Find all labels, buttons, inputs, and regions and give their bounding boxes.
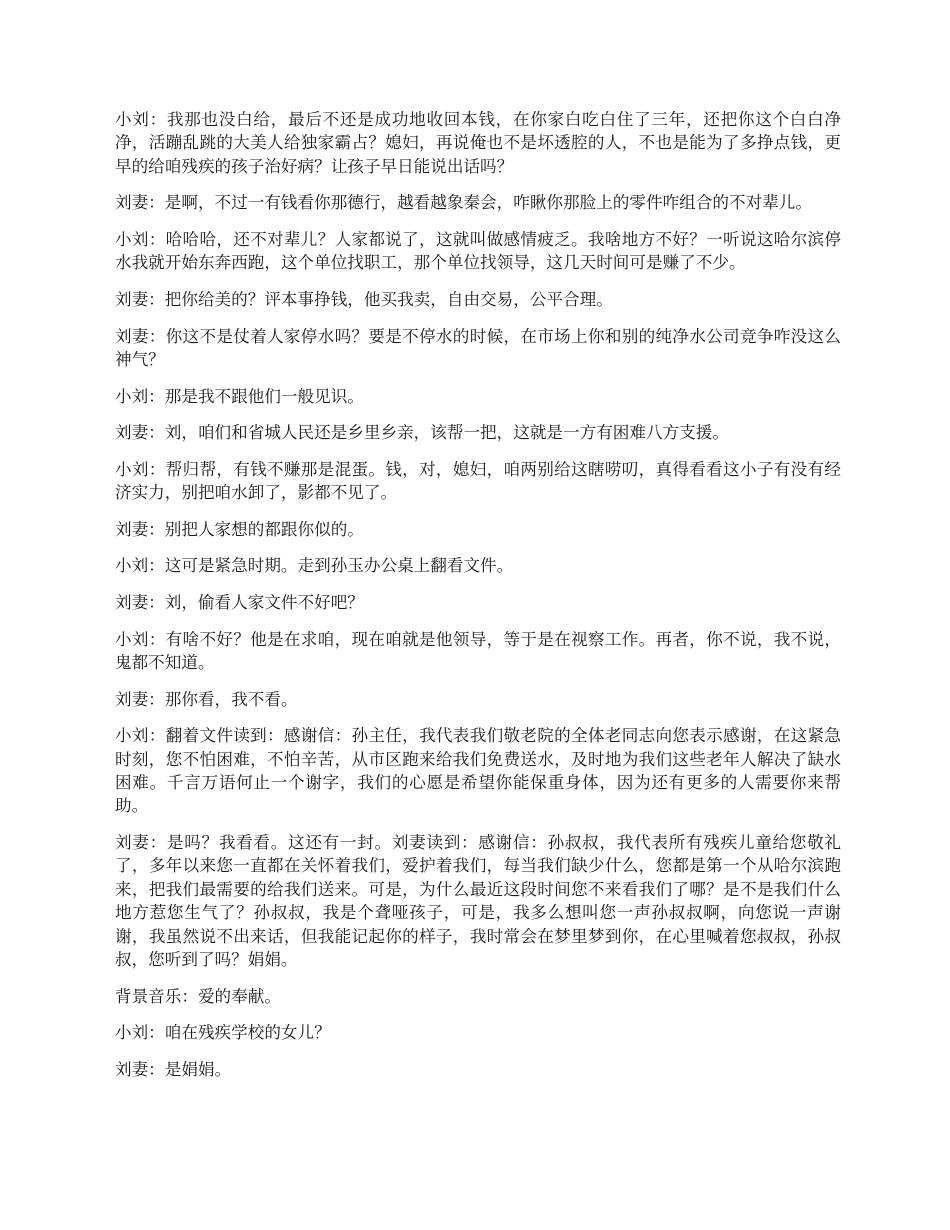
dialogue-paragraph: 背景音乐：爱的奉献。 [115, 986, 281, 1006]
dialogue-paragraph: 小刘：我那也没白给，最后不还是成功地收回本钱，在你家白吃白住了三年，还把你这个白白净净，活蹦乱跳的大美人给独家霸占？媳妇，再说俺也不是坏透腔的人，不也是能为了多挣点钱，更早的给咱残疾的孩子治好病？让孩子早日能说出话吗？ [115, 110, 841, 176]
dialogue-paragraph: 小刘：这可是紧急时期。走到孙玉办公桌上翻看文件。 [115, 556, 514, 576]
dialogue-paragraph: 小刘：咱在残疾学校的女儿？ [115, 1023, 331, 1043]
document-body [115, 108, 841, 1094]
dialogue-paragraph: 小刘：那是我不跟他们一般见识。 [115, 386, 364, 406]
dialogue-paragraph: 刘妻：把你给美的？评本事挣钱，他买我卖，自由交易，公平合理。 [115, 290, 613, 309]
dialogue-paragraph: 小刘：帮归帮，有钱不赚那是混蛋。钱，对，媳妇，咱两别给这瞎唠叨，真得看看这小子有没有经济实力，别把咱水卸了，影都不见了。 [115, 459, 841, 503]
dialogue-paragraph: 小刘：翻着文件读到：感谢信：孙主任，我代表我们敬老院的全体老同志向您表示感谢，在这紧急时刻，您不怕困难，不怕辛苦，从市区跑来给我们免费送水，及时地为我们这些老年人解决了缺水困难。千言万语何止一个谢字，我们的心愿是希望你能保重身体，因为还有更多的人需要你来帮助。 [115, 726, 841, 816]
dialogue-paragraph: 刘妻：那你看，我不看。 [115, 689, 298, 709]
dialogue-paragraph: 小刘：有啥不好？他是在求咱，现在咱就是他领导，等于是在视察工作。再者，你不说，我不说，鬼都不知道。 [115, 629, 841, 672]
dialogue-paragraph: 刘妻：是吗？我看看。这还有一封。刘妻读到：感谢信：孙叔叔，我代表所有残疾儿童给您敬礼了，多年以来您一直都在关怀着我们，爱护着我们，每当我们缺少什么，您都是第一个从哈尔滨跑来，把我们最需要的给我们送来。可是，为什么最近这段时间您不来看我们了哪？是不是我们什么地方惹您生气了？孙叔叔，我是个聋哑孩子，可是，我多么想叫您一声孙叔叔啊，向您说一声谢谢，我虽然说不出来话，但我能记起你的样子，我时常会在梦里梦到你，在心里喊着您叔叔，孙叔叔，您听到了吗？娟娟。 [115, 832, 841, 969]
dialogue-paragraph: 刘妻：是娟娟。 [115, 1059, 232, 1079]
dialogue-paragraph: 刘妻：刘，偷看人家文件不好吧？ [115, 592, 364, 612]
dialogue-paragraph: 小刘：哈哈哈，还不对辈儿？人家都说了，这就叫做感情疲乏。我啥地方不好？一听说这哈尔滨停水我就开始东奔西跑，这个单位找职工，那个单位找领导，这几天时间可是赚了不少。 [115, 230, 841, 273]
dialogue-paragraph: 刘妻：你这不是仗着人家停水吗？要是不停水的时候，在市场上你和别的纯净水公司竞争咋没这么神气？ [115, 326, 841, 369]
dialogue-paragraph: 刘妻：刘，咱们和省城人民还是乡里乡亲，该帮一把，这就是一方有困难八方支援。 [115, 423, 729, 443]
dialogue-paragraph: 刘妻：别把人家想的都跟你似的。 [115, 519, 364, 539]
dialogue-paragraph: 刘妻：是啊，不过一有钱看你那德行，越看越象秦会，咋瞅你那脸上的零件咋组合的不对辈儿。 [115, 193, 812, 213]
